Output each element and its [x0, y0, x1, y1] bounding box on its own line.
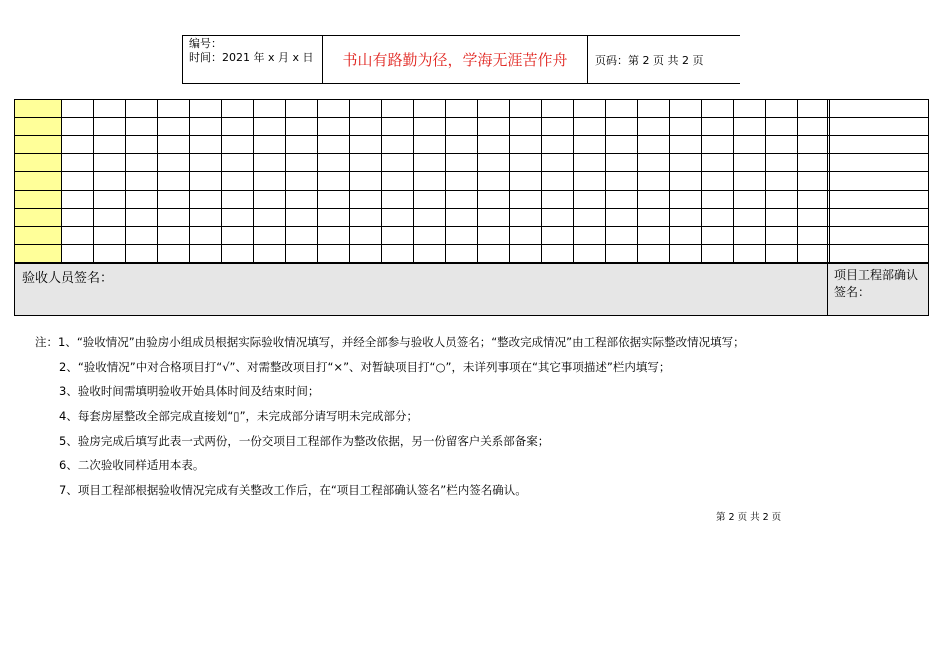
- grid-column-line: [221, 99, 222, 263]
- page-footer: 第 2 页 共 2 页: [716, 512, 782, 523]
- signature-row: [14, 263, 929, 316]
- grid-column-line: [317, 99, 318, 263]
- note-3: 3、验收时间需填明验收开始具体时间及结束时间；: [59, 384, 320, 398]
- grid-row-line: [14, 99, 929, 100]
- note-5: 5、验房完成后填写此表一式两份，一份交项目工程部作为整改依据，另一份留客户关系部备案；: [59, 434, 550, 448]
- grid-row-line: [14, 171, 929, 172]
- note-1: 注：1、“验收情况”由验房小组成员根据实际验收情况填写，并经全部参与验收人员签名；“整改完成情况”由工程部依据实际整改情况填写；: [35, 335, 745, 349]
- header-info-cell: [182, 36, 323, 83]
- grid-column-line: [445, 99, 446, 263]
- grid-column-line: [477, 99, 478, 263]
- grid-column-line: [93, 99, 94, 263]
- number-label: 编号：: [189, 37, 222, 50]
- grid-row-line: [14, 135, 929, 136]
- grid-column-line: [637, 99, 638, 263]
- note-6: 6、二次验收同样适用本表。: [59, 458, 205, 472]
- grid-column-line: [797, 99, 798, 263]
- note-4: 4、每套房屋整改全部完成直接划“▯”，未完成部分请写明未完成部分；: [59, 409, 419, 423]
- grid-column-line: [413, 99, 414, 263]
- grid-row-line: [14, 190, 929, 191]
- signature-divider: [827, 264, 828, 315]
- motto: 书山有路勤为径，学海无涯苦作舟: [323, 36, 588, 83]
- grid-column-line: [61, 99, 62, 263]
- grid-column-line: [157, 99, 158, 263]
- grid-row-line: [14, 226, 929, 227]
- grid-column-line: [509, 99, 510, 263]
- note-2: 2、“验收情况”中对合格项目打“√”、对需整改项目打“×”、对暂缺项目打“○”，未详列事项在“其它事项描述”栏内填写；: [59, 359, 671, 374]
- grid-column-line: [381, 99, 382, 263]
- grid-column-line: [928, 99, 929, 263]
- grid-column-line: [573, 99, 574, 263]
- grid-column-line: [827, 99, 828, 263]
- grid-column-line: [125, 99, 126, 263]
- grid-row-line: [14, 244, 929, 245]
- grid-column-line: [285, 99, 286, 263]
- grid-column-line: [829, 99, 830, 263]
- inspector-signature-label: 验收人员签名：: [22, 271, 114, 286]
- grid-column-line: [733, 99, 734, 263]
- grid-row-line: [14, 153, 929, 154]
- grid-column-line: [14, 99, 15, 263]
- grid-column-line: [349, 99, 350, 263]
- grid-column-line: [701, 99, 702, 263]
- highlighted-column: [14, 99, 61, 263]
- grid-column-line: [605, 99, 606, 263]
- time-label: 时间：2021 年 x 月 x 日: [189, 51, 314, 64]
- grid-column-line: [765, 99, 766, 263]
- grid-row-line: [14, 117, 929, 118]
- grid-row-line: [14, 208, 929, 209]
- dept-confirm-signature-label: 项目工程部确认签名：: [834, 268, 919, 299]
- grid-column-line: [253, 99, 254, 263]
- grid-column-line: [669, 99, 670, 263]
- grid-column-line: [189, 99, 190, 263]
- grid-column-line: [541, 99, 542, 263]
- inspection-grid: [14, 99, 929, 263]
- note-7: 7、项目工程部根据验收情况完成有关整改工作后，在“项目工程部确认签名”栏内签名确认。: [59, 483, 527, 497]
- page-label: 页码：第 2 页 共 2 页: [595, 53, 704, 67]
- document-header: [182, 35, 740, 84]
